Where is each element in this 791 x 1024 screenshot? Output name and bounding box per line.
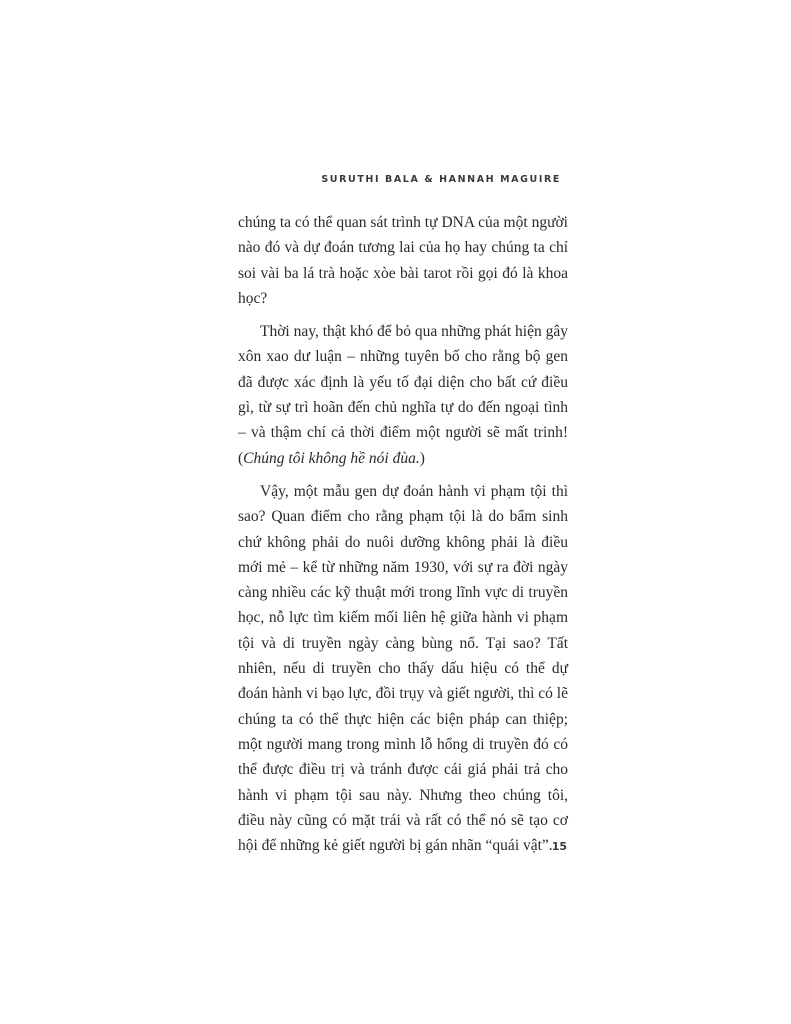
paragraph-2-close: ) bbox=[419, 449, 425, 467]
body-text bbox=[238, 210, 568, 866]
paragraph-2-text: Thời nay, thật khó để bỏ qua những phát hiện gây xôn xao dư luận – những tuyên bố cho rằng bộ gen đã được xác định là yếu tố đại diện cho bất cứ điều gì, từ sự trì hoãn đến chủ nghĩa tự do đến ngoại tình – và thậm chí cả thời điểm một người sẽ mất trinh! bbox=[238, 323, 568, 442]
paragraph-2-italic: Chúng tôi không hề nói đùa. bbox=[243, 449, 420, 467]
paragraph-1: chúng ta có thể quan sát trình tự DNA của một người nào đó và dự đoán tương lai của họ hay chúng ta chỉ soi vài ba lá trà hoặc xòe bài tarot rồi gọi đó là khoa học? bbox=[238, 214, 568, 307]
paragraph-2 bbox=[238, 319, 568, 471]
paragraph-2-open: ( bbox=[238, 449, 244, 467]
page-number: 15 bbox=[551, 840, 567, 853]
paragraph-3: Vậy, một mẫu gen dự đoán hành vi phạm tội thì sao? Quan điểm cho rằng phạm tội là do bẩm sinh chứ không phải do nuôi dưỡng không phải là điều mới mẻ – kể từ những năm 1930, với sự ra đời ngày càng nhiều các kỹ thuật mới trong lĩnh vực di truyền học, nỗ lực tìm kiếm mối liên hệ giữa hành vi phạm tội và di truyền ngày càng bùng nổ. Tại sao? Tất nhiên, nếu di truyền cho thấy dấu hiệu có thể dự đoán hành vi bạo lực, đồi trụy và giết người, thì có lẽ chúng ta có thể thực hiện các biện pháp can thiệp; một người mang trong mình lỗ hổng di truyền đó có thể được điều trị và tránh được cái giá phải trả cho hành vi phạm tội sau này. Nhưng theo chúng tôi, điều này cũng có mặt trái và rất có thể nó sẽ tạo cơ hội để những kẻ giết người bị gán nhãn “quái vật”. bbox=[238, 482, 568, 855]
running-head: SURUTHI BALA & HANNAH MAGUIRE bbox=[321, 174, 561, 185]
